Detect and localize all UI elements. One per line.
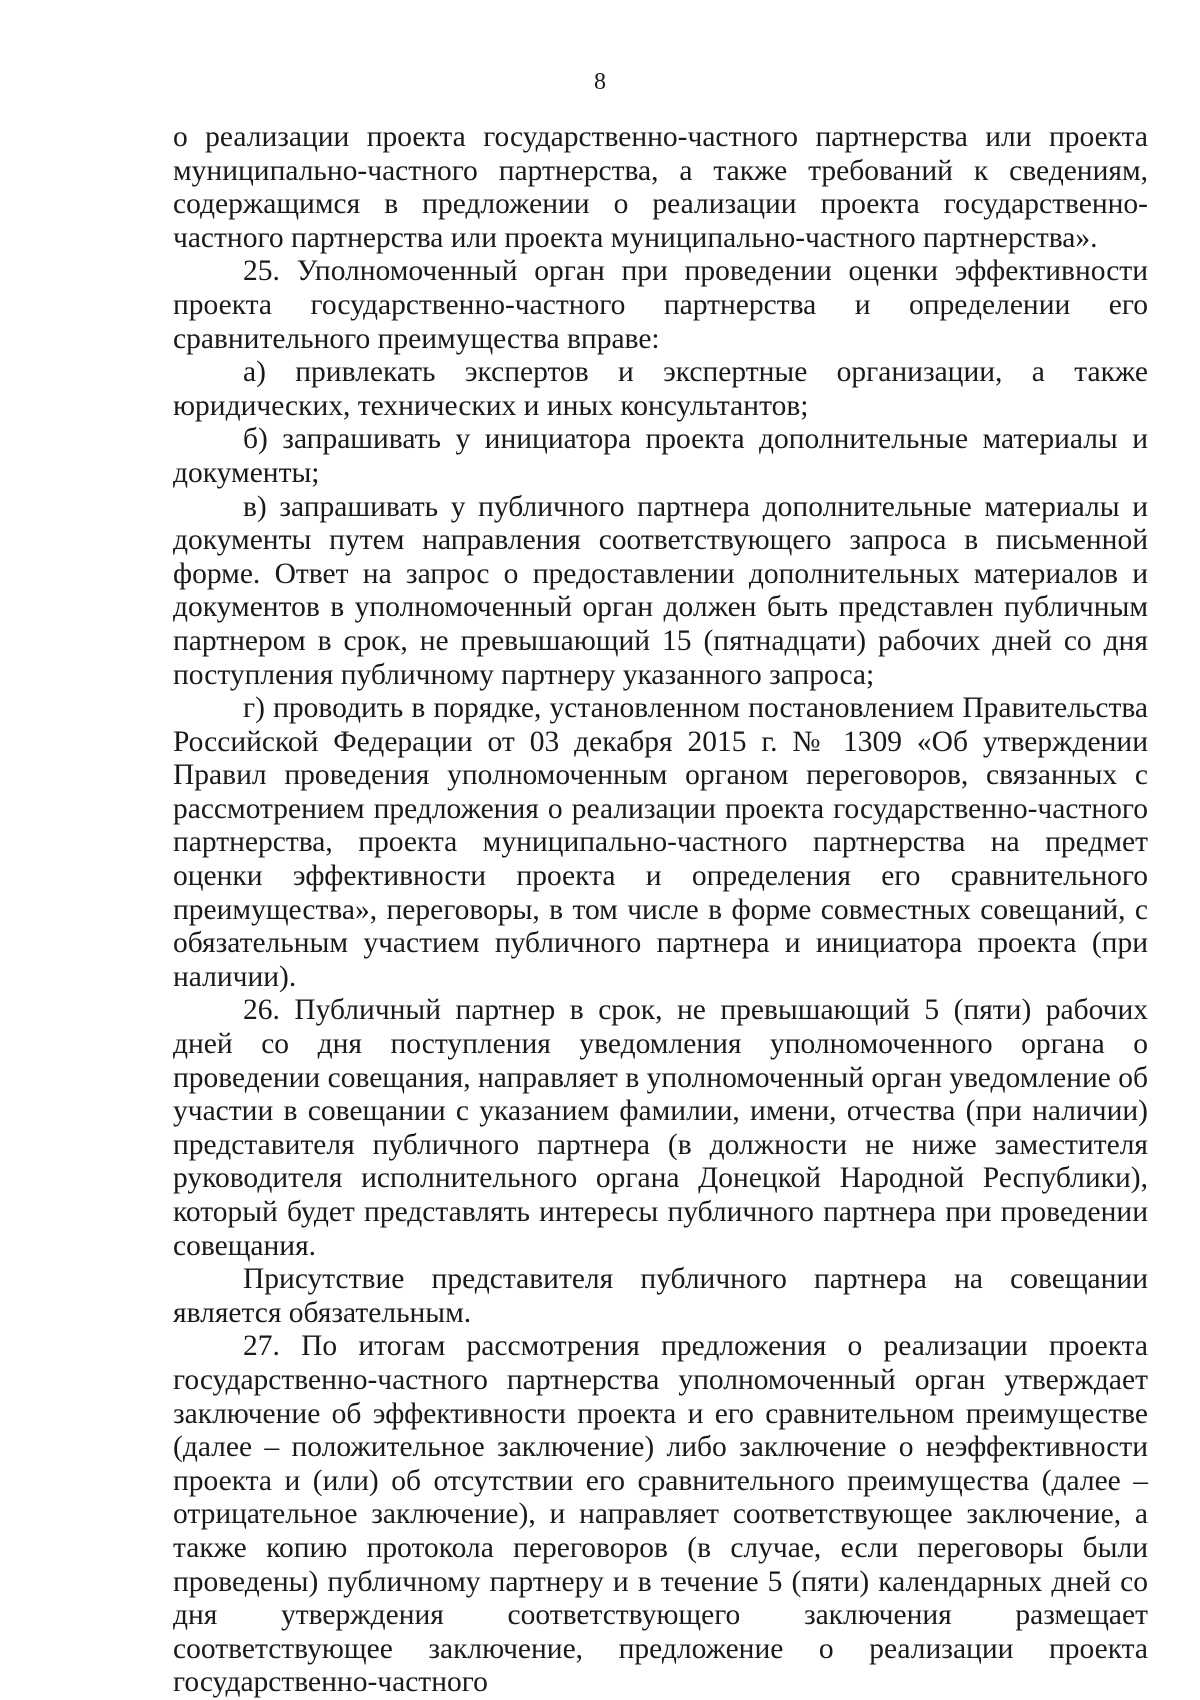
paragraph-item-25: 25. Уполномоченный орган при проведении оценки эффективности проекта государственно-частного партнерства и определении его сравнительного преимущества вправе: bbox=[173, 255, 1148, 355]
paragraph-subitem-v: в) запрашивать у публичного партнера дополнительные материалы и документы путем направления соответствующего запроса в письменной форме. Ответ на запрос о предоставлении дополнительных материалов и документов в уполномоченный орган должен быть представлен публичным партнером в срок, не превышающий 15 (пятнадцати) рабочих дней со дня поступления публичному партнеру указанного запроса; bbox=[173, 490, 1148, 691]
document-body bbox=[173, 121, 1148, 1700]
paragraph-item-27: 27. По итогам рассмотрения предложения о реализации проекта государственно-частного партнерства уполномоченный орган утверждает заключение об эффективности проекта и его сравнительном преимуществе (далее – положительное заключение) либо заключение о неэффективности проекта и (или) об отсутствии его сравнительного преимущества (далее – отрицательное заключение), и направляет соответствующее заключение, а также копию протокола переговоров (в случае, если переговоры были проведены) публичному партнеру и в течение 5 (пяти) календарных дней со дня утверждения соответствующего заключения размещает соответствующее заключение, предложение о реализации проекта государственно-частного bbox=[173, 1330, 1148, 1699]
paragraph-item-26: 26. Публичный партнер в срок, не превышающий 5 (пяти) рабочих дней со дня поступления уведомления уполномоченного органа о проведении совещания, направляет в уполномоченный орган уведомление об участии в совещании с указанием фамилии, имени, отчества (при наличии) представителя публичного партнера (в должности не ниже заместителя руководителя исполнительного органа Донецкой Народной Республики), который будет представлять интересы публичного партнера при проведении совещания. bbox=[173, 994, 1148, 1262]
page-number: 8 bbox=[594, 69, 606, 95]
paragraph-continuation: о реализации проекта государственно-частного партнерства или проекта муниципально-частного партнерства, а также требований к сведениям, содержащимся в предложении о реализации проекта государственно-частного партнерства или проекта муниципально-частного партнерства». bbox=[173, 121, 1148, 254]
paragraph-subitem-a: а) привлекать экспертов и экспертные организации, а также юридических, технических и иных консультантов; bbox=[173, 356, 1148, 422]
paragraph-presence-note: Присутствие представителя публичного партнера на совещании является обязательным. bbox=[173, 1263, 1148, 1329]
paragraph-subitem-g: г) проводить в порядке, установленном постановлением Правительства Российской Федерации от 03 декабря 2015 г. № 1309 «Об утверждении Правил проведения уполномоченным органом переговоров, связанных с рассмотрением предложения о реализации проекта государственно-частного партнерства, проекта муниципально-частного партнерства на предмет оценки эффективности проекта и определения его сравнительного преимущества», переговоры, в том числе в форме совместных совещаний, с обязательным участием публичного партнера и инициатора проекта (при наличии). bbox=[173, 692, 1148, 993]
paragraph-subitem-b: б) запрашивать у инициатора проекта дополнительные материалы и документы; bbox=[173, 423, 1148, 489]
